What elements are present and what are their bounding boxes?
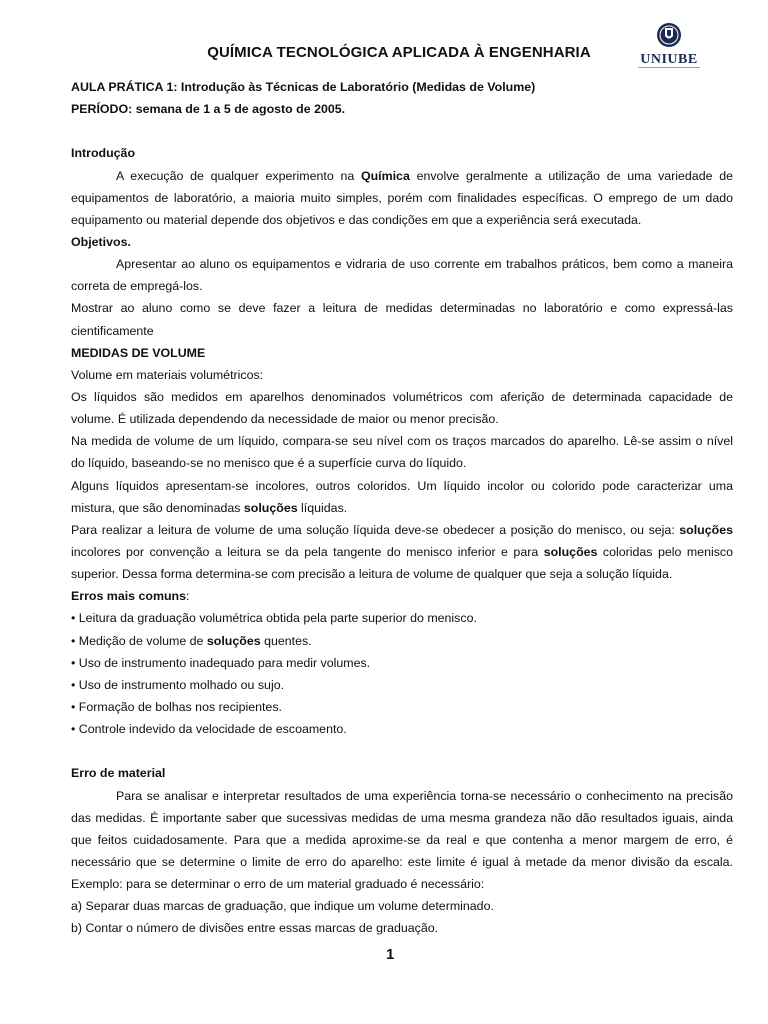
page-number: 1: [386, 946, 395, 963]
medidas-line-10: superior. Dessa forma determina-se com precisão a leitura de volume de qualquer que seja a solução líquida.: [71, 567, 673, 582]
bold-term: soluções: [206, 633, 261, 648]
bold-term: soluções: [243, 500, 298, 515]
objetivos-heading: Objetivos.: [71, 234, 131, 249]
spacer: [71, 740, 733, 762]
introducao-line-2: equipamentos de laboratório, a maioria muito simples, porém com finalidades específicas. O emprego de um dado: [71, 190, 733, 205]
text-run: • Medição de volume de: [71, 633, 207, 648]
document-title: QUÍMICA TECNOLÓGICA APLICADA À ENGENHARIA: [207, 44, 591, 61]
erros-heading-line: [71, 585, 733, 607]
text-run: envolve geralmente a utilização de uma variedade de: [409, 168, 733, 183]
text-run: coloridas pelo menisco: [597, 544, 733, 559]
aula-line: AULA PRÁTICA 1: Introdução às Técnicas de Laboratório (Medidas de Volume): [71, 80, 536, 94]
introducao-line-3: equipamento ou material depende dos objetivos e das condições em que a experiência será executada.: [71, 212, 642, 227]
text-run: líquidas.: [297, 500, 348, 515]
periodo-line: PERÍODO: semana de 1 a 5 de agosto de 2005.: [71, 102, 346, 117]
erro-material-line-1: Para se analisar e interpretar resultados de uma experiência torna-se necessário o conhecimento na precisão: [116, 788, 733, 803]
medidas-line-5: do líquido, baseando-se no menisco que é a superfície curva do líquido.: [71, 456, 467, 471]
bold-term: Química: [360, 168, 410, 183]
medidas-line-1: Volume em materiais volumétricos:: [71, 367, 264, 382]
bold-term: soluções: [679, 522, 733, 537]
erros-bullet-4: • Uso de instrumento molhado ou sujo.: [71, 677, 285, 692]
erros-bullet-1: • Leitura da graduação volumétrica obtida pela parte superior do menisco.: [71, 611, 477, 626]
medidas-line-7: [71, 497, 733, 519]
objetivos-line-3: Mostrar ao aluno como se deve fazer a leitura de medidas determinadas no laboratório e como expressá-las: [71, 301, 733, 316]
erro-material-heading: Erro de material: [71, 766, 166, 781]
erros-bullet-2: [71, 630, 733, 652]
erro-material-line-5: Exemplo: para se determinar o erro de um material graduado é necessário:: [71, 877, 485, 892]
erros-bullet-3: • Uso de instrumento inadequado para medir volumes.: [71, 655, 371, 670]
text-run: A execução de qualquer experimento na: [116, 168, 361, 183]
erro-material-line-4: necessário que se determine o limite de erro do aparelho: este limite é igual à metade da menor divisão da escala.: [71, 854, 733, 869]
bold-term: soluções: [543, 544, 598, 559]
medidas-line-2: Os líquidos são medidos em aparelhos denominados volumétricos com aferição de determinada capacidade de: [71, 389, 733, 404]
erro-material-line-3: que feitos cuidadosamente. Para que a medida aproxime-se da real e que contenha a menor margem de erro, é: [71, 832, 733, 847]
spacer: [71, 120, 733, 142]
erro-material-line-7: b) Contar o número de divisões entre essas marcas de graduação.: [71, 921, 439, 936]
document-body: [71, 76, 733, 939]
logo-underline: [638, 67, 700, 68]
medidas-line-3: volume. É utilizada dependendo da necessidade de maior ou menor precisão.: [71, 412, 499, 427]
objetivos-line-4: cientificamente: [71, 323, 154, 338]
uniube-logo: [634, 22, 704, 72]
text-run: quentes.: [260, 633, 312, 648]
medidas-line-6: Alguns líquidos apresentam-se incolores, outros coloridos. Um líquido incolor ou colorido pode caracterizar uma: [71, 478, 733, 493]
introducao-heading: Introdução: [71, 146, 136, 161]
objetivos-line-2: correta de empregá-los.: [71, 279, 203, 294]
objetivos-line-1: Apresentar ao aluno os equipamentos e vidraria de uso corrente em trabalhos práticos, bem como a maneira: [116, 257, 733, 272]
medidas-line-9: [71, 541, 733, 563]
logo-text: UNIUBE: [640, 52, 698, 67]
introducao-line-1: [71, 165, 733, 187]
erros-heading: Erros mais comuns: [71, 589, 187, 604]
medidas-line-8: [71, 519, 733, 541]
text-run: incolores por convenção a leitura se da pela tangente do menisco inferior e para: [71, 544, 544, 559]
erros-bullet-6: • Controle indevido da velocidade de escoamento.: [71, 722, 347, 737]
text-run: Para realizar a leitura de volume de uma solução líquida deve-se obedecer a posição do menisco, ou seja:: [71, 522, 680, 537]
heading-colon: :: [186, 589, 190, 604]
medidas-line-4: Na medida de volume de um líquido, compara-se seu nível com os traços marcados do aparelho. Lê-se assim o nível: [71, 434, 733, 449]
erros-bullet-5: • Formação de bolhas nos recipientes.: [71, 699, 282, 714]
medidas-heading: MEDIDAS DE VOLUME: [71, 345, 206, 360]
erro-material-line-2: das medidas. É importante saber que sucessivas medidas de uma mesma grandeza não dão resultados iguais, ainda: [71, 810, 733, 825]
erro-material-line-6: a) Separar duas marcas de graduação, que indique um volume determinado.: [71, 899, 494, 914]
text-run: mistura, que são denominadas: [71, 500, 244, 515]
